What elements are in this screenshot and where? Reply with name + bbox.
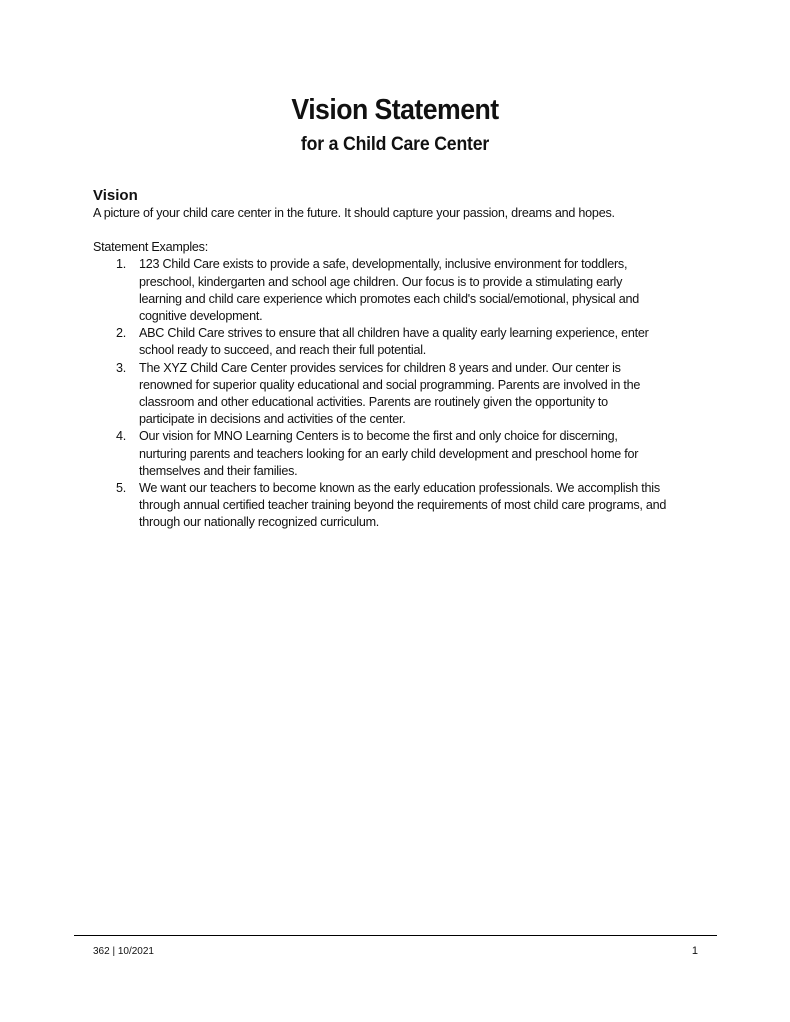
example-item: [93, 480, 708, 532]
example-item: [93, 256, 708, 325]
example-line: learning and child care experience which promotes each child's social/emotional, physical and: [139, 291, 639, 306]
vision-heading: Vision: [93, 187, 138, 204]
example-line: school ready to succeed, and reach their full potential.: [139, 343, 427, 358]
example-line: nurturing parents and teachers looking for an early child development and preschool home for: [139, 446, 639, 461]
example-line: renowned for superior quality educational and social programming. Parents are involved in the: [139, 377, 641, 392]
example-line: through our nationally recognized curriculum.: [139, 515, 380, 530]
example-line: classroom and other educational activities. Parents are routinely given the opportunity to: [139, 395, 608, 410]
example-line: Our vision for MNO Learning Centers is to become the first and only choice for discerning,: [139, 429, 618, 444]
page-subtitle: for a Child Care Center: [300, 134, 490, 155]
example-item: [93, 325, 708, 359]
example-number: 2.: [116, 326, 127, 341]
example-line: participate in decisions and activities of the center.: [139, 412, 406, 427]
example-line: The XYZ Child Care Center provides services for children 8 years and under. Our center is: [139, 360, 621, 375]
examples-label: Statement Examples:: [93, 240, 208, 255]
example-line: We want our teachers to become known as the early education professionals. We accomplish this: [139, 481, 660, 496]
example-number: 1.: [116, 257, 127, 272]
paragraph-spacer: [93, 222, 708, 239]
example-number: 4.: [116, 429, 127, 444]
example-line: themselves and their families.: [139, 463, 298, 478]
vision-description: A picture of your child care center in the future. It should capture your passion, dreams and hopes.: [93, 206, 615, 220]
example-number: 5.: [116, 481, 127, 496]
example-item: [93, 428, 708, 480]
example-item: [93, 360, 708, 429]
example-line: cognitive development.: [139, 309, 263, 324]
example-line: ABC Child Care strives to ensure that all children have a quality early learning experience, enter: [139, 326, 649, 341]
footer-page-number: 1: [691, 945, 698, 957]
page-title: Vision Statement: [291, 94, 499, 126]
footer-divider: [74, 935, 717, 936]
document-body: [93, 186, 708, 532]
example-number: 3.: [116, 360, 127, 375]
examples-list: [93, 256, 708, 531]
example-line: through annual certified teacher training beyond the requirements of most child care programs, and: [139, 498, 667, 513]
example-line: 123 Child Care exists to provide a safe, developmentally, inclusive environment for toddlers,: [139, 257, 628, 272]
footer-document-id: 362 | 10/2021: [93, 946, 154, 957]
example-line: preschool, kindergarten and school age children. Our focus is to provide a stimulating early: [139, 274, 623, 289]
